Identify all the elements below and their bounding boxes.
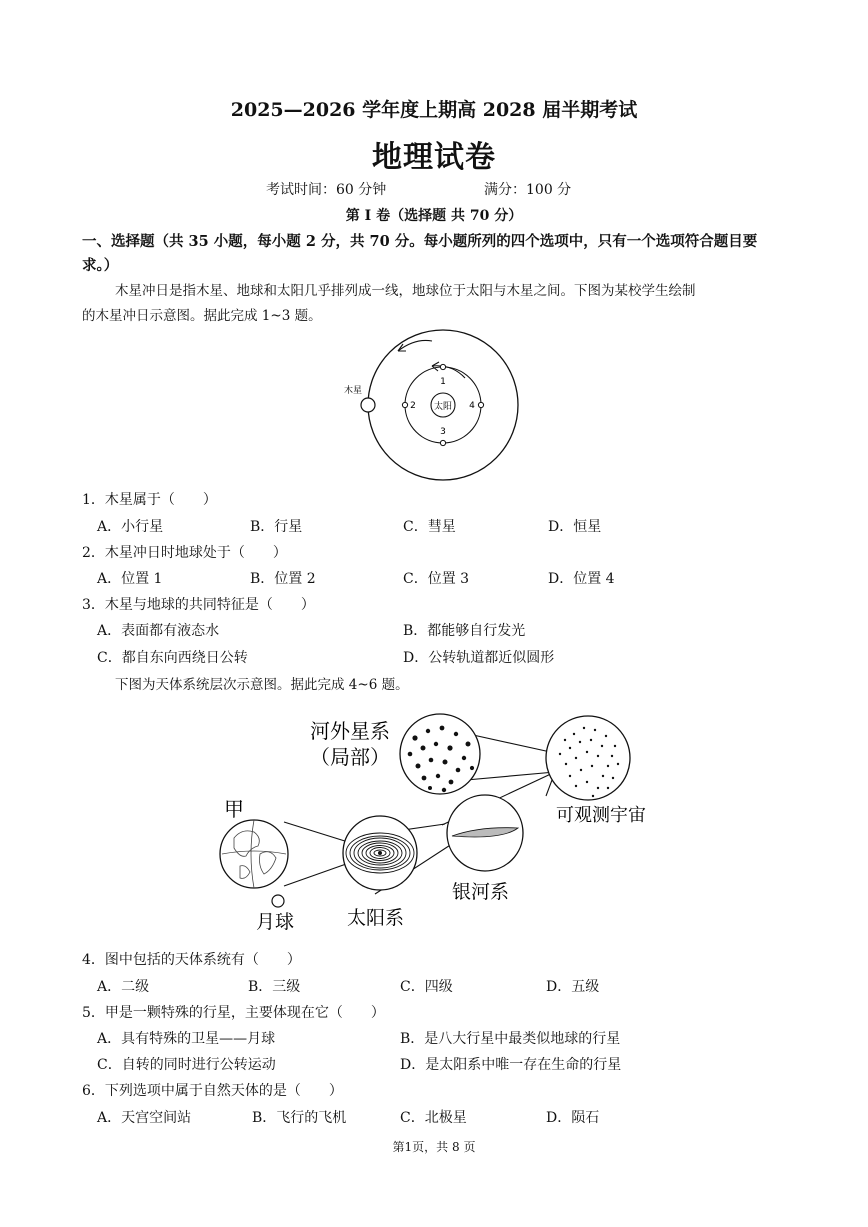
q6-option-d: D．陨石 xyxy=(546,1110,600,1126)
sun-dot xyxy=(378,851,382,855)
q2-option-c: C．位置 3 xyxy=(403,571,470,587)
q5-option-d: D．是太阳系中唯一存在生命的行星 xyxy=(400,1057,622,1073)
jupiter-opposition-diagram xyxy=(340,326,540,486)
q2-option-b: B．位置 2 xyxy=(250,571,316,587)
other-galaxy-partial-label: （局部） xyxy=(310,745,390,769)
position-3-label: 3 xyxy=(440,427,446,437)
observable-universe-circle xyxy=(546,716,630,800)
subject-title: 地理试卷 xyxy=(372,140,496,175)
q3-option-c: C．都自东向西绕日公转 xyxy=(97,650,248,666)
solar-system-label: 太阳系 xyxy=(347,907,405,929)
intro1-line1: 木星冲日是指木星、地球和太阳几乎排列成一线，地球位于太阳与木星之间。下图为某校学生绘制 xyxy=(115,283,696,299)
exam-time: 考试时间：60 分钟 xyxy=(266,182,387,198)
q2-option-a: A．位置 1 xyxy=(97,571,163,587)
celestial-system-hierarchy-diagram xyxy=(210,698,660,938)
exam-title: 2025—2026 学年度上期高 2028 届半期考试 xyxy=(230,99,638,121)
q3-option-b: B．都能够自行发光 xyxy=(403,623,526,639)
q4-option-b: B．三级 xyxy=(248,979,301,995)
q5-option-c: C．自转的同时进行公转运动 xyxy=(97,1057,276,1073)
milky-way-label: 银河系 xyxy=(452,881,510,903)
arrow-head-icon xyxy=(432,362,439,371)
full-score: 满分：100 分 xyxy=(484,182,572,198)
q6-option-a: A．天宫空间站 xyxy=(97,1110,192,1126)
q3-option-a: A．表面都有液态水 xyxy=(97,623,220,639)
q1-option-b: B．行星 xyxy=(250,519,303,535)
q4-option-c: C．四级 xyxy=(400,979,453,995)
intro1-line2: 的木星冲日示意图。据此完成 1~3 题。 xyxy=(82,308,322,324)
jupiter-label: 木星 xyxy=(344,386,363,396)
question-5-stem: 5．甲是一颗特殊的行星，主要体现在它（ ） xyxy=(82,1005,385,1021)
sun-label: 太阳 xyxy=(433,402,453,412)
position-4-label: 4 xyxy=(469,401,475,411)
position-1-label: 1 xyxy=(440,377,446,387)
question-1-stem: 1．木星属于（ ） xyxy=(82,492,217,508)
position-1-marker xyxy=(440,364,445,369)
q5-option-b: B．是八大行星中最类似地球的行星 xyxy=(400,1031,621,1047)
observable-universe-label: 可观测宇宙 xyxy=(556,805,646,826)
jia-label: 甲 xyxy=(224,797,244,821)
q3-option-d: D．公转轨道都近似圆形 xyxy=(403,650,555,666)
page-footer: 第1页，共 8 页 xyxy=(392,1140,476,1154)
question-2-stem: 2．木星冲日时地球处于（ ） xyxy=(82,545,287,561)
q2-option-d: D．位置 4 xyxy=(548,571,615,587)
section-heading-line2: 求。） xyxy=(82,257,119,274)
q1-option-d: D．恒星 xyxy=(548,519,602,535)
part-title: 第 I 卷（选择题 共 70 分） xyxy=(345,208,523,224)
other-galaxy-label: 河外星系 xyxy=(310,719,390,743)
position-2-marker xyxy=(402,402,407,407)
q6-option-b: B．飞行的飞机 xyxy=(252,1110,347,1126)
intro2: 下图为天体系统层次示意图。据此完成 4~6 题。 xyxy=(115,677,409,693)
section-heading-line1: 一、选择题（共 35 小题，每小题 2 分，共 70 分。每小题所列的四个选项中，只有一个选项符合题目要 xyxy=(82,233,758,250)
moon-circle xyxy=(272,895,284,907)
question-3-stem: 3．木星与地球的共同特征是（ ） xyxy=(82,597,315,613)
position-2-label: 2 xyxy=(410,401,416,411)
earth-globe xyxy=(220,820,288,888)
jupiter-planet xyxy=(361,398,375,412)
q4-option-a: A．二级 xyxy=(97,979,150,995)
q1-option-c: C．彗星 xyxy=(403,519,456,535)
q6-option-c: C．北极星 xyxy=(400,1110,467,1126)
question-6-stem: 6．下列选项中属于自然天体的是（ ） xyxy=(82,1083,343,1099)
q5-option-a: A．具有特殊的卫星——月球 xyxy=(97,1031,276,1047)
moon-label: 月球 xyxy=(256,911,295,933)
position-4-marker xyxy=(478,402,483,407)
position-3-marker xyxy=(440,440,445,445)
q1-option-a: A．小行星 xyxy=(97,519,164,535)
arrow-head-icon xyxy=(398,344,406,351)
question-4-stem: 4．图中包括的天体系统有（ ） xyxy=(82,952,301,968)
q4-option-d: D．五级 xyxy=(546,979,600,995)
